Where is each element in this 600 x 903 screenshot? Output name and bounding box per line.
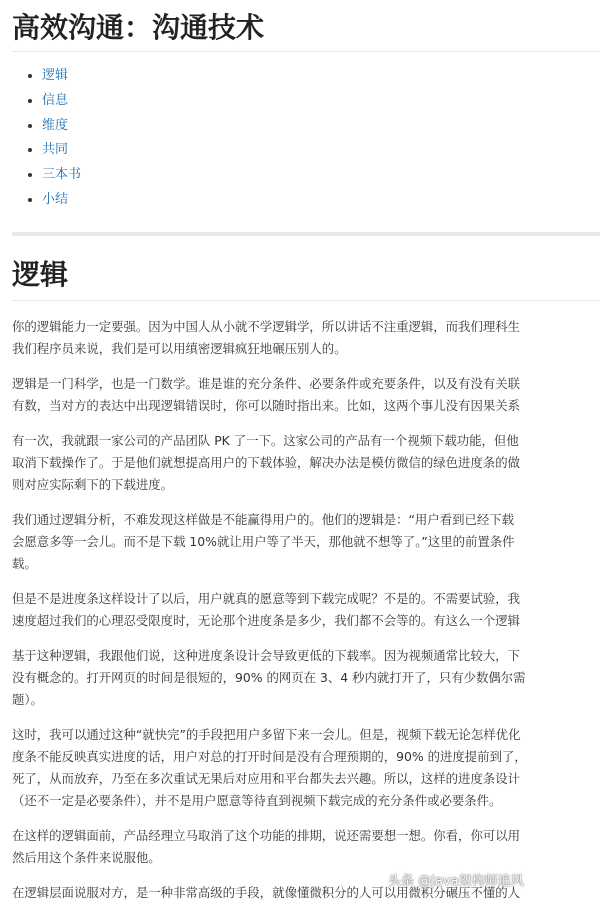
table-of-contents [24, 64, 81, 213]
paragraph [12, 430, 600, 496]
toc-link[interactable]: 小结 [42, 191, 69, 207]
paragraph-line: 我们程序员来说，我们是可以用缜密逻辑疯狂地碾压别人的。 [12, 341, 347, 356]
paragraph-line: 逻辑是一门科学，也是一门数学。谁是谁的充分条件、必要条件或充要条件，以及有没有关联 [12, 376, 521, 391]
toc-item [42, 114, 81, 139]
section-divider [12, 232, 600, 236]
section-heading: 逻辑 [12, 258, 69, 291]
paragraph [12, 509, 600, 575]
paragraph-line: 有数，当对方的表达中出现逻辑错误时，你可以随时指出来。比如，这两个事儿没有因果关系 [12, 398, 521, 413]
paragraph [12, 316, 600, 360]
paragraph-line: 在逻辑层面说服对方，是一种非常高级的手段，就像懂微积分的人可以用微积分碾压不懂的人 [12, 885, 521, 900]
toc-item [42, 138, 81, 163]
toc-item [42, 89, 81, 114]
paragraph [12, 588, 600, 632]
paragraph-line: 题）。 [12, 692, 43, 707]
toc-link[interactable]: 共同 [42, 142, 69, 158]
paragraph [12, 825, 600, 869]
paragraph-line: 这时，我可以通过这种“就快完”的手段把用户多留下来一会儿。但是，视频下载无论怎样优化 [12, 727, 521, 742]
paragraph-line: 但是不是进度条这样设计了以后，用户就真的愿意等到下载完成呢？不是的。不需要试验，我 [12, 591, 521, 606]
paragraph [12, 724, 600, 812]
title-divider [12, 51, 600, 52]
toc-item [42, 188, 81, 213]
watermark: 头条 @Java架构师追风 [388, 874, 524, 889]
paragraph-line: 基于这种逻辑，我跟他们说，这种进度条设计会导致更低的下载率。因为视频通常比较大，下 [12, 648, 521, 663]
paragraph-line: 取消下载操作了。于是他们就想提高用户的下载体验，解决办法是模仿微信的绿色进度条的做 [12, 455, 521, 470]
paragraph-line: 死了，从而放弃，乃至在多次重试无果后对应用和平台都失去兴趣。所以，这样的进度条设计 [12, 771, 521, 786]
paragraph [12, 373, 600, 417]
paragraph-line: 没有概念的。打开网页的时间是很短的，90% 的网页在 3、4 秒内就打开了，只有少数偶尔需 [12, 670, 526, 685]
toc-item [42, 64, 81, 89]
toc-item [42, 163, 81, 188]
toc-link[interactable]: 维度 [42, 117, 69, 133]
paragraph-line: 载。 [12, 556, 37, 571]
paragraph-line: 会愿意多等一会儿。而不是下载 10%就让用户等了半天，那他就不想等了。”这里的前置条件 [12, 534, 515, 549]
paragraph-line: 则对应实际剩下的下载进度。 [12, 477, 174, 492]
paragraph-line: 有一次，我就跟一家公司的产品团队 PK 了一下。这家公司的产品有一个视频下载功能，但他 [12, 433, 519, 448]
paragraph [12, 645, 600, 711]
toc-link[interactable]: 信息 [42, 92, 69, 108]
section-heading-divider [12, 300, 600, 301]
paragraph-line: 然后用这个条件来说服他。 [12, 850, 161, 865]
toc-link[interactable]: 三本书 [42, 167, 82, 183]
paragraph-line: 速度超过我们的心理忍受限度时，无论那个进度条是多少，我们都不会等的。有这么一个逻辑 [12, 613, 521, 628]
article-body [12, 316, 600, 903]
paragraph-line: （还不一定是必要条件），并不是用户愿意等待直到视频下载完成的充分条件或必要条件。 [12, 793, 502, 808]
paragraph-line: 你的逻辑能力一定要强。因为中国人从小就不学逻辑学，所以讲话不注重逻辑，而我们理科生 [12, 319, 521, 334]
toc-link[interactable]: 逻辑 [42, 68, 69, 83]
paragraph-line: 在这样的逻辑面前，产品经理立马取消了这个功能的排期，说还需要想一想。你看，你可以用 [12, 828, 521, 843]
paragraph-line: 我们通过逻辑分析，不难发现这样做是不能赢得用户的。他们的逻辑是：“用户看到已经下载 [12, 512, 515, 527]
page-title: 高效沟通：沟通技术 [12, 11, 265, 44]
paragraph-line: 度条不能反映真实进度的话，用户对总的打开时间是没有合理预期的，90% 的进度提前到了， [12, 749, 527, 764]
